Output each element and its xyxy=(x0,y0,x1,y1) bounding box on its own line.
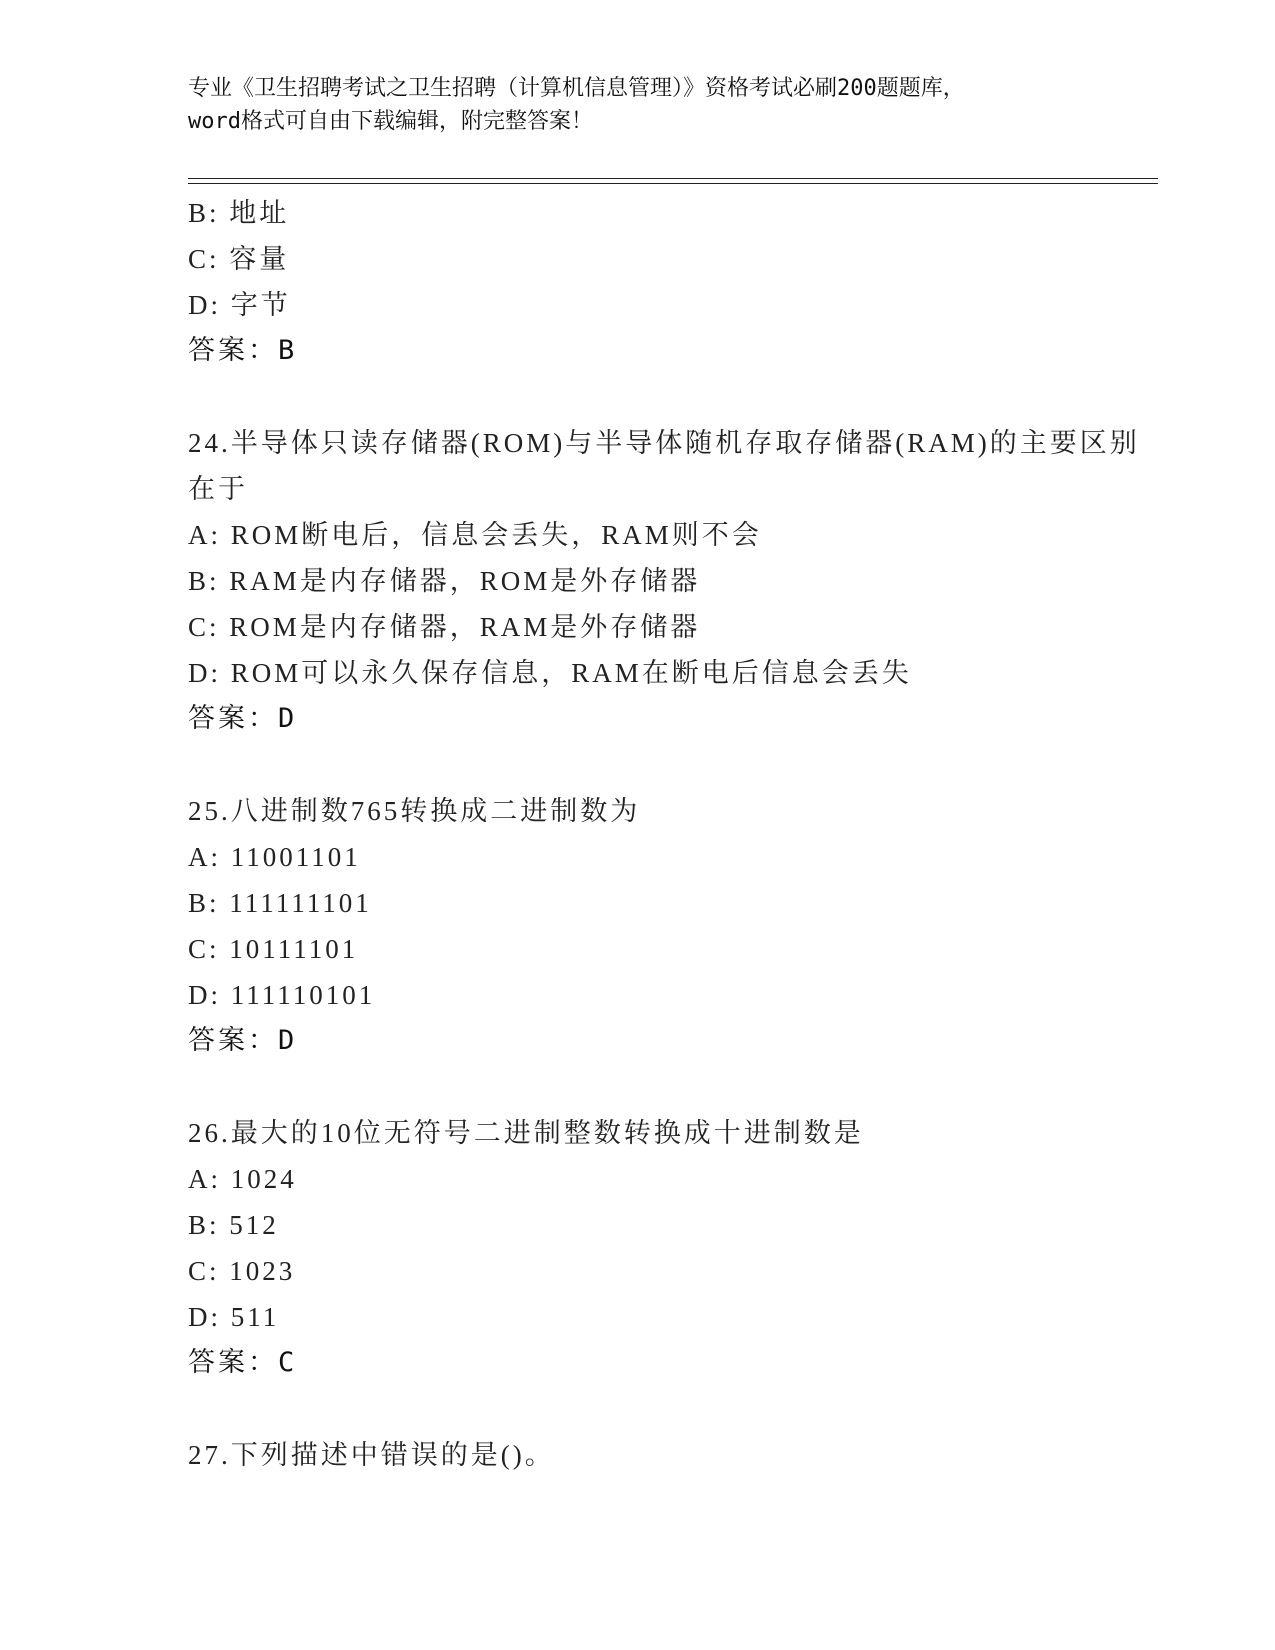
question-stem: 26.最大的10位无符号二进制整数转换成十进制数是 xyxy=(188,1118,864,1148)
answer-line: 答案：D xyxy=(188,1025,298,1056)
question-27 xyxy=(188,1432,1088,1478)
option-a: A: 11001101 xyxy=(188,842,361,872)
spacer xyxy=(188,1064,1088,1110)
option-b: B: 512 xyxy=(188,1210,279,1240)
question-stem-continued: 在于 xyxy=(188,474,248,504)
spacer xyxy=(188,374,1088,420)
question-23-continued xyxy=(188,190,1088,374)
answer-line: 答案：D xyxy=(188,703,298,734)
header-divider-top xyxy=(188,178,1158,179)
option-a: A: 1024 xyxy=(188,1164,297,1194)
answer-line: 答案：B xyxy=(188,335,298,366)
question-list xyxy=(188,190,1140,1478)
option-c: C: 容量 xyxy=(188,244,290,274)
option-c: C: 10111101 xyxy=(188,934,359,964)
answer-line: 答案：C xyxy=(188,1347,298,1378)
question-stem: 24.半导体只读存储器(ROM)与半导体随机存取存储器(RAM)的主要区别 xyxy=(188,428,1140,458)
question-stem: 27.下列描述中错误的是()。 xyxy=(188,1440,555,1470)
option-c: C: ROM是内存储器，RAM是外存储器 xyxy=(188,612,701,642)
header-divider-bottom xyxy=(188,183,1158,184)
option-d: D: ROM可以永久保存信息，RAM在断电后信息会丢失 xyxy=(188,658,912,688)
header-title-line-1: 专业《卫生招聘考试之卫生招聘（计算机信息管理）》资格考试必刷200题题库， xyxy=(188,76,965,101)
option-d: D: 511 xyxy=(188,1302,280,1332)
option-b: B: 111111101 xyxy=(188,888,372,918)
option-d: D: 111110101 xyxy=(188,980,376,1010)
option-d: D: 字节 xyxy=(188,290,291,320)
spacer xyxy=(188,1386,1088,1432)
document-header xyxy=(188,72,1088,138)
option-a: A: ROM断电后，信息会丢失，RAM则不会 xyxy=(188,520,762,550)
question-25 xyxy=(188,788,1088,1064)
question-26 xyxy=(188,1110,1088,1386)
question-24 xyxy=(188,420,1140,742)
question-stem: 25.八进制数765转换成二进制数为 xyxy=(188,796,641,826)
option-c: C: 1023 xyxy=(188,1256,296,1286)
option-b: B: RAM是内存储器，ROM是外存储器 xyxy=(188,566,701,596)
header-title-line-2: word格式可自由下载编辑，附完整答案！ xyxy=(188,109,593,134)
spacer xyxy=(188,742,1088,788)
option-b: B: 地址 xyxy=(188,198,290,228)
